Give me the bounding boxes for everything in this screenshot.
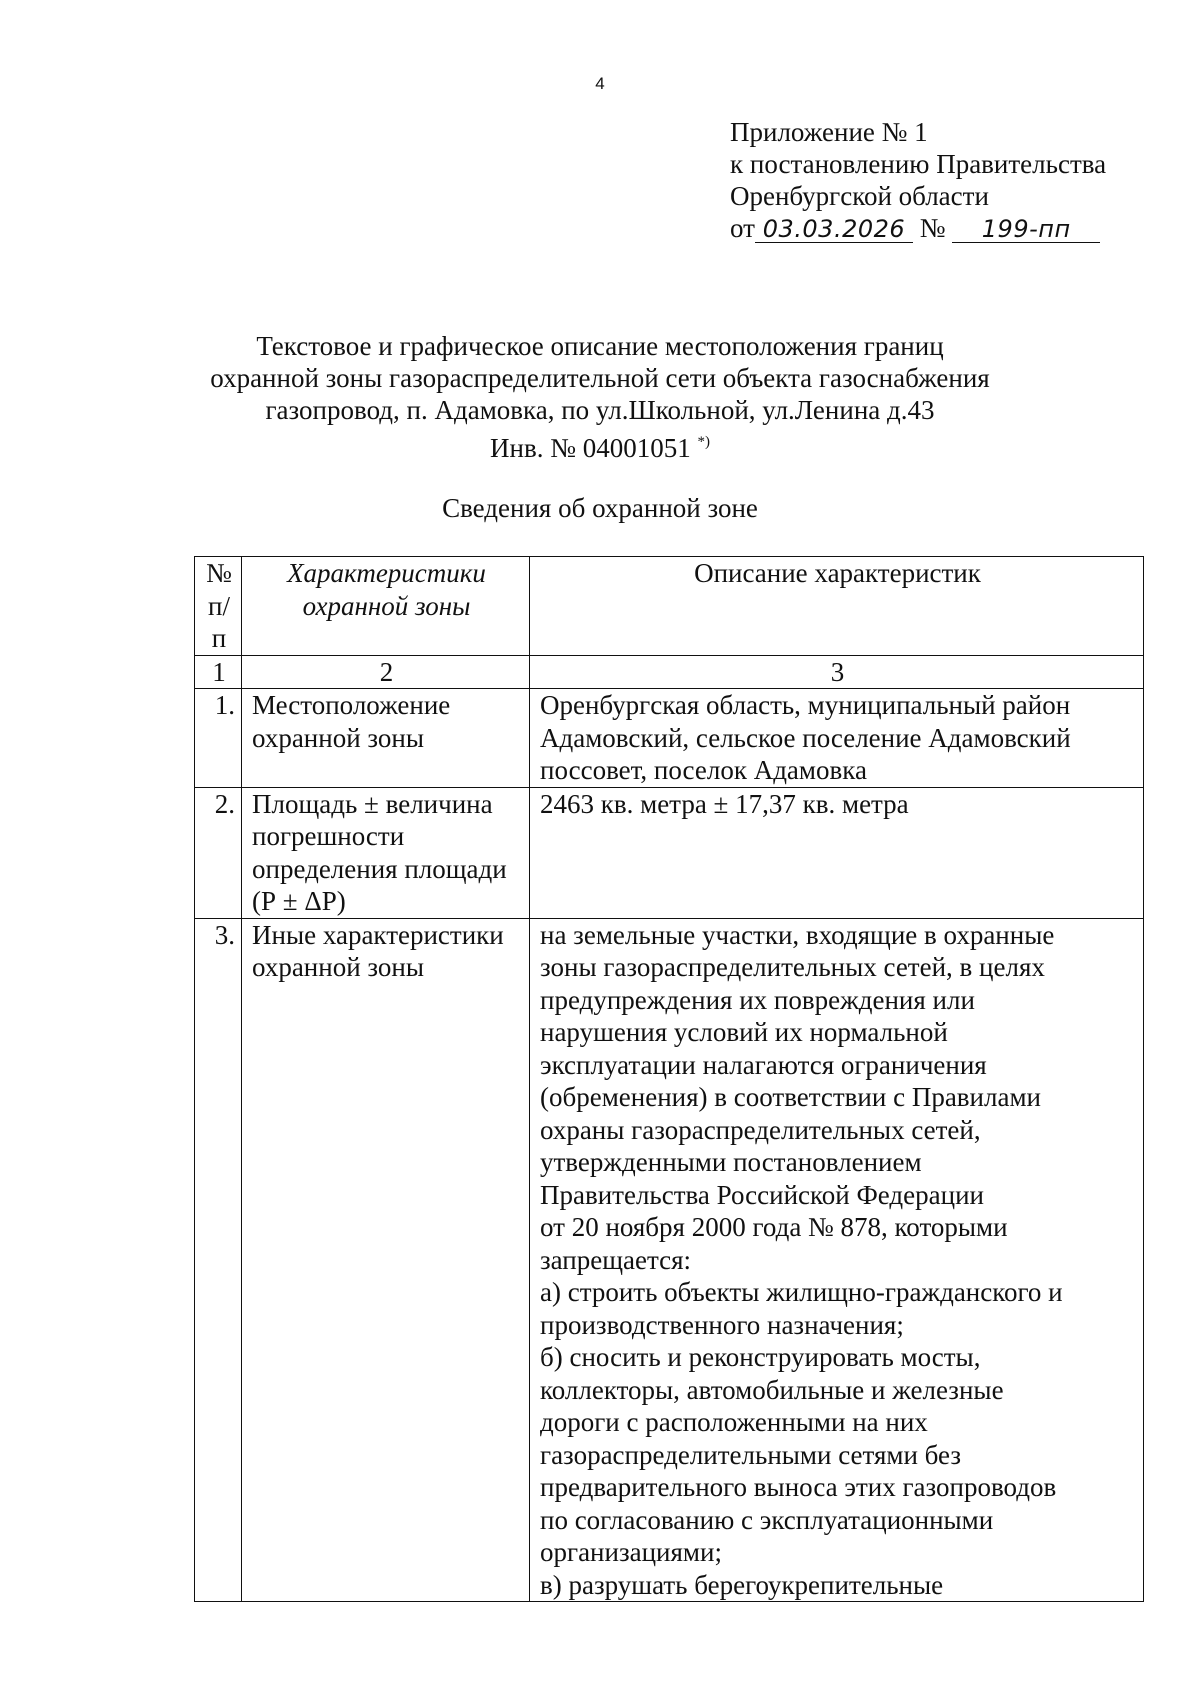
description-line: производственного назначения; (540, 1309, 904, 1340)
row-number-cell: 2. (195, 787, 242, 918)
description-line: (обременения) в соответствии с Правилами (540, 1082, 1041, 1112)
description-line: по согласованию с эксплуатационными (540, 1504, 994, 1535)
description-line: б) сносить и реконструировать мосты, (540, 1342, 981, 1372)
description-line: эксплуатации налагаются ограничения (540, 1049, 987, 1080)
characteristic-line: погрешности (252, 821, 405, 851)
number-prefix: № (919, 213, 946, 243)
row-number-cell: 3. (195, 918, 242, 1602)
title-line-3: газопровод, п. Адамовка, по ул.Школьной, ул.Ленина д.43 (265, 395, 935, 425)
characteristic-line: определения площади (252, 853, 507, 884)
description-line: Адамовский, сельское поселение Адамовский (540, 722, 1071, 753)
description-line: на земельные участки, входящие в охранные (540, 919, 1055, 950)
row-description-cell (530, 689, 1144, 788)
description-line: 2463 кв. метра ± 17,37 кв. метра (540, 788, 909, 819)
inventory-number: Инв. № 04001051 (490, 433, 691, 463)
document-title (100, 330, 1100, 464)
characteristic-line: Иные характеристики (252, 919, 504, 950)
description-line: поссовет, поселок Адамовка (540, 755, 867, 785)
footnote-mark: *) (697, 434, 710, 450)
zone-info-table (194, 556, 1144, 1602)
description-line: а) строить объекты жилищно-гражданского и (540, 1277, 1063, 1307)
row-characteristic-cell (242, 787, 530, 918)
section-subtitle: Сведения об охранной зоне (442, 493, 758, 523)
row-description-cell (530, 918, 1144, 1602)
description-line: зоны газораспределительных сетей, в целях (540, 952, 1045, 982)
row-number-cell: 1. (195, 689, 242, 788)
row-characteristic-cell (242, 918, 530, 1602)
index-cell: 2 (242, 655, 530, 689)
appendix-line-2: к постановлению Правительства (730, 149, 1107, 179)
title-line-2: охранной зоны газораспределительной сети объекта газоснабжения (210, 363, 990, 393)
appendix-block (730, 116, 1106, 244)
characteristic-line: (Р ± ΔР) (252, 886, 346, 916)
table-row (195, 787, 1144, 918)
description-line: газораспределительными сетями без (540, 1439, 962, 1470)
description-line: охраны газораспределительных сетей, (540, 1114, 981, 1145)
index-cell: 1 (195, 655, 242, 689)
description-line: предварительного выноса этих газопроводов (540, 1472, 1057, 1502)
description-line: Оренбургская область, муниципальный район (540, 690, 1071, 720)
handwritten-number: 199-пп (952, 216, 1100, 243)
characteristic-line: Местоположение (252, 690, 451, 720)
description-line: нарушения условий их нормальной (540, 1017, 948, 1047)
description-line: предупреждения их повреждения или (540, 984, 975, 1015)
appendix-date-line (730, 212, 1106, 244)
row-characteristic-cell (242, 689, 530, 788)
description-line: от 20 ноября 2000 года № 878, которыми (540, 1212, 1008, 1242)
table-index-row (195, 655, 1144, 689)
description-line: в) разрушать берегоукрепительные (540, 1569, 944, 1600)
description-line: Правительства Российской Федерации (540, 1179, 984, 1210)
characteristic-line: охранной зоны (252, 722, 425, 753)
description-line: коллекторы, автомобильные и железные (540, 1374, 1004, 1405)
date-prefix: от (730, 213, 755, 243)
appendix-line-1: Приложение № 1 (730, 117, 928, 147)
header-characteristics-line: Характеристики (287, 558, 486, 588)
header-number-line: № (206, 558, 232, 588)
header-description-cell: Описание характеристик (530, 557, 1144, 656)
table-row (195, 689, 1144, 788)
table-body (195, 689, 1144, 1602)
table-header-row (195, 557, 1144, 656)
description-line: утвержденными постановлением (540, 1147, 922, 1177)
header-characteristics-line: охранной зоны (302, 590, 471, 621)
header-number-cell (195, 557, 242, 656)
table-row (195, 918, 1144, 1602)
description-line: организациями; (540, 1537, 722, 1567)
index-cell: 3 (530, 655, 1144, 689)
title-line-1: Текстовое и графическое описание местоположения границ (256, 331, 944, 361)
characteristic-line: Площадь ± величина (252, 788, 493, 819)
description-line: дороги с расположенными на них (540, 1407, 928, 1437)
row-description-cell (530, 787, 1144, 918)
appendix-line-3: Оренбургской области (730, 181, 989, 211)
characteristic-line: охранной зоны (252, 952, 425, 982)
title-line-4 (100, 426, 1100, 464)
page-number: 4 (595, 74, 605, 93)
header-number-line: п/п (208, 590, 230, 653)
handwritten-date: 03.03.2026 (755, 216, 913, 243)
header-characteristics-cell (242, 557, 530, 656)
description-line: запрещается: (540, 1244, 692, 1275)
